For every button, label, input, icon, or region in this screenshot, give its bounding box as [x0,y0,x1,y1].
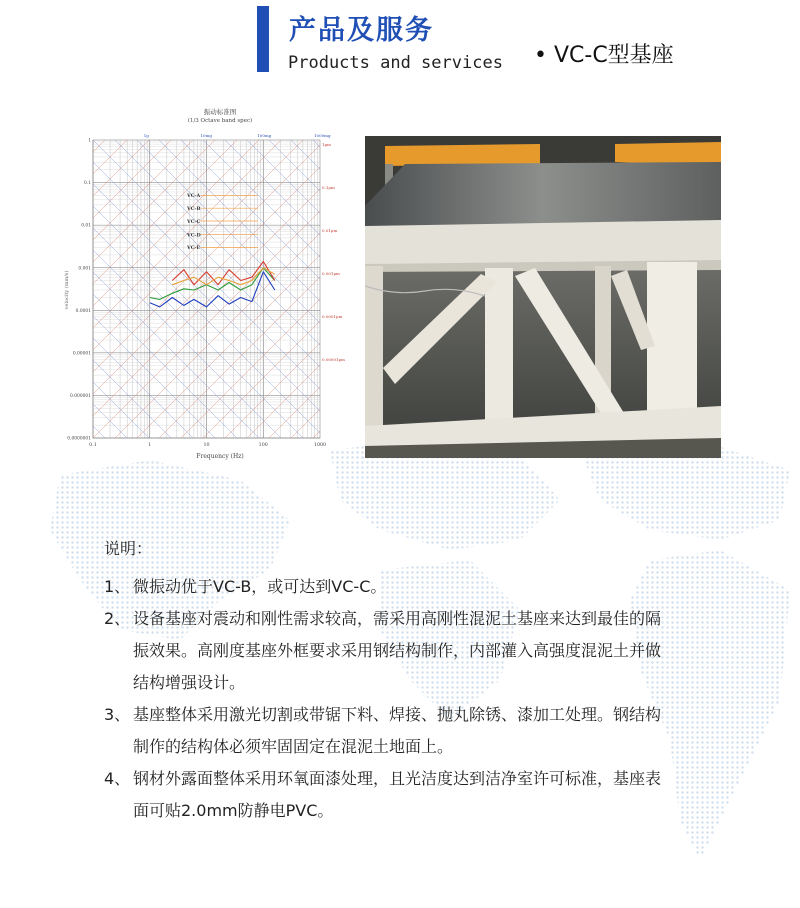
note-text: 基座整体采用激光切割或带锯下料、焊接、抛丸除锈、漆加工处理。钢结构制作的结构体必须牢固固定在混泥土地面上。 [133,705,662,756]
y-tick-label: 0.0000001 [67,436,91,442]
acceleration-guide [60,140,63,440]
note-item [104,571,664,603]
x-tick-label: 0.1 [89,443,97,448]
vibration-criteria-chart [60,100,350,462]
y-tick-label: 0.000001 [70,394,91,400]
x-tick-label: 1000 [313,443,327,448]
acceleration-label: 100mg [257,133,272,138]
acceleration-guide [335,140,350,440]
note-item [104,763,664,827]
y-tick-label: 0.01 [81,223,91,229]
criterion-label: VC-B [187,206,201,213]
x-tick-label: 1 [148,443,152,448]
note-number: 3、 [104,705,131,724]
notes-section [104,537,664,827]
criterion-label: VC-D [187,232,201,239]
chart-ylabel: velocity (mm/s) [64,270,70,310]
note-number: 2、 [104,609,131,628]
header-accent-bar [257,6,269,72]
displacement-label: 0.001μm [322,271,340,276]
chart-title: 振动标准图 [203,108,237,116]
y-tick-label: 0.00001 [72,351,91,357]
acceleration-label: 10mg [200,133,212,138]
page-title: 产品及服务 [289,15,434,46]
displacement-label: 0.00001μm [322,357,345,362]
page-subtitle: Products and services [288,53,503,73]
x-tick-label: 10 [203,443,210,448]
y-tick-label: 1 [88,138,91,144]
notes-title: 说明： [104,539,153,558]
note-number: 1、 [104,577,131,596]
displacement-guide [60,138,63,438]
note-number: 4、 [104,769,131,788]
vc-c-base-photo [365,136,721,458]
chart-subtitle: (1/3 Octave band spec) [187,118,253,124]
note-item [104,699,664,763]
criterion-label: VC-A [187,193,201,200]
displacement-guide [335,138,350,438]
note-item [104,603,664,699]
acceleration-label: 1000mg [314,133,331,138]
displacement-label: 0.0001μm [322,314,343,319]
criterion-label: VC-C [187,218,201,225]
x-tick-label: 100 [258,443,268,448]
displacement-label: 1μm [322,142,331,147]
y-tick-label: 0.0001 [75,308,91,314]
product-title: • VC-C型基座 [534,43,674,68]
chart-xlabel: Frequency (Hz) [196,453,244,460]
y-tick-label: 0.1 [84,181,91,187]
acceleration-label: 1g [143,133,149,138]
note-text: 微振动优于VC-B，或可达到VC-C。 [133,577,387,596]
note-text: 钢材外露面整体采用环氧面漆处理，且光洁度达到洁净室许可标准，基座表面可贴2.0mm防静电PVC。 [133,769,662,820]
displacement-label: 0.01μm [322,228,338,233]
note-text: 设备基座对震动和刚性需求较高，需采用高刚性混泥土基座来达到最佳的隔振效果。高刚度基座外框要求采用钢结构制作，内部灌入高强度混泥土并做结构增强设计。 [133,609,662,692]
criterion-label: VC-E [187,245,201,252]
displacement-label: 0.1μm [322,185,335,190]
y-tick-label: 0.001 [78,266,91,272]
